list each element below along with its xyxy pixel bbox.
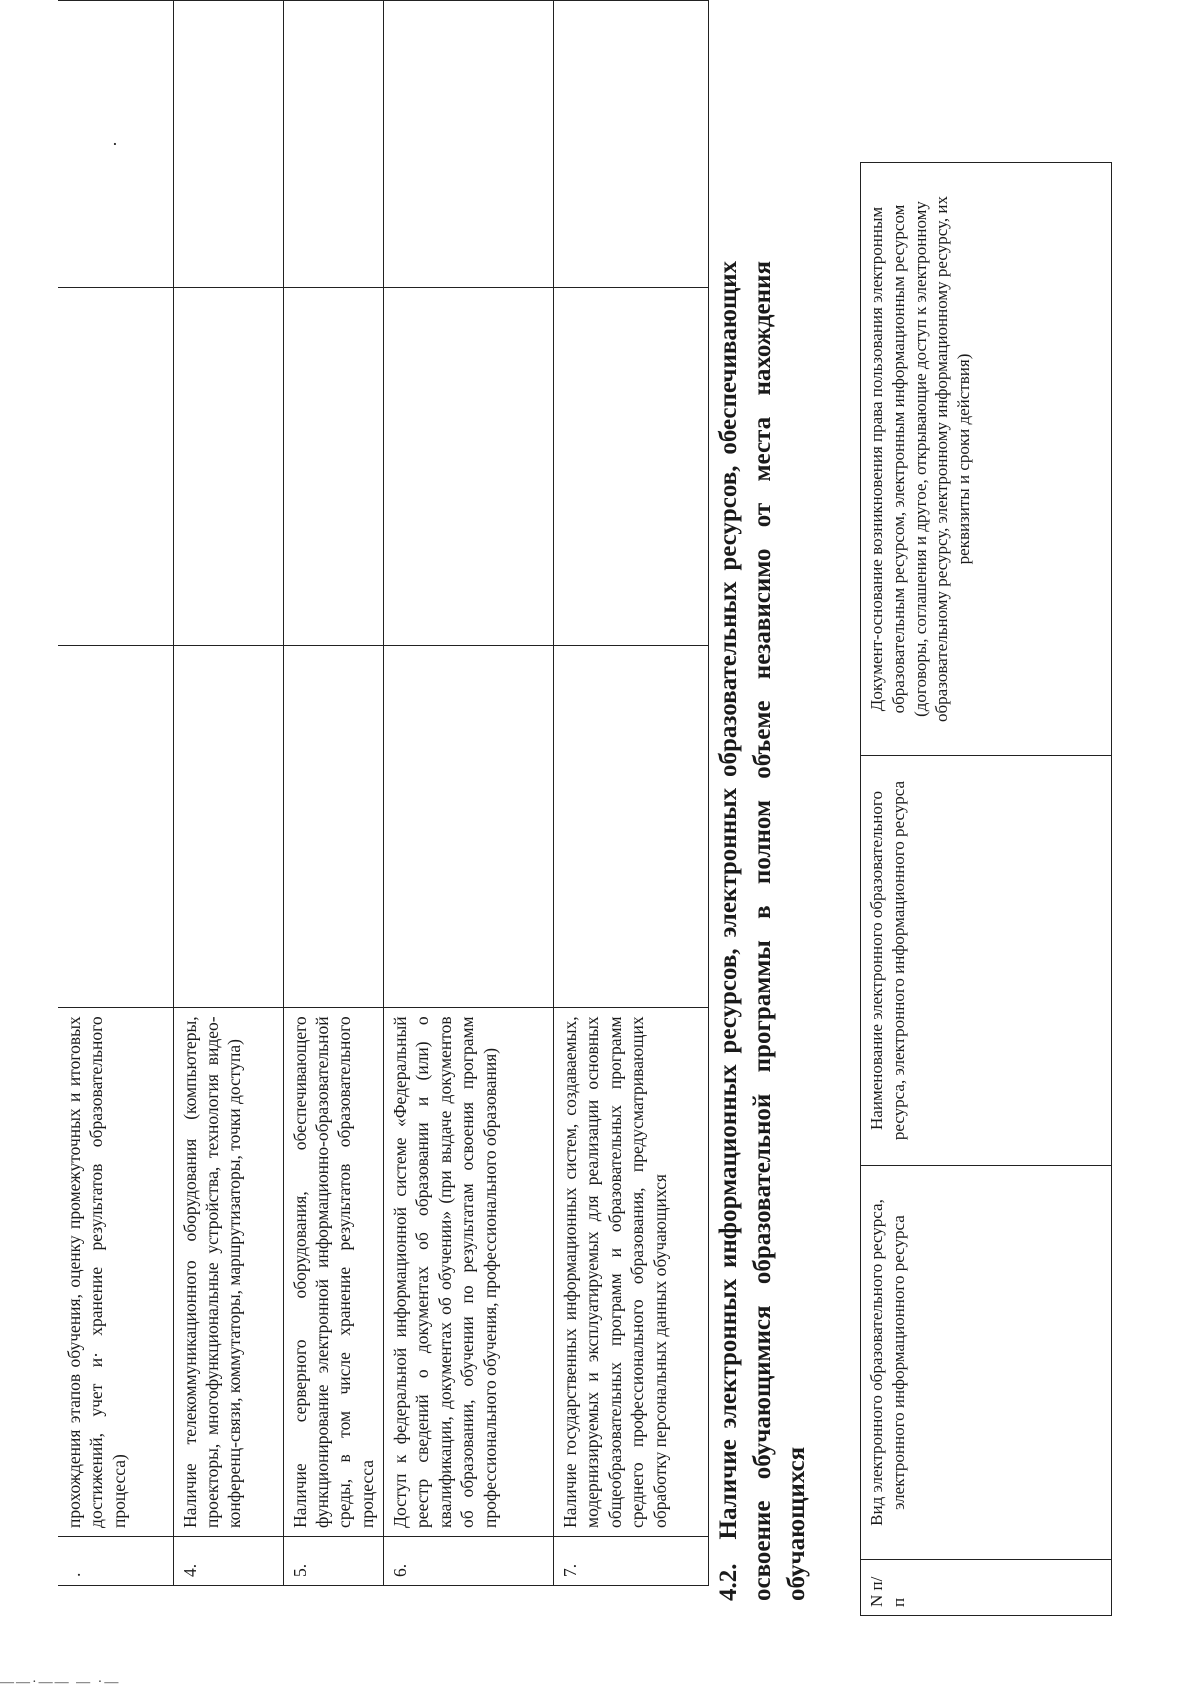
row-description: прохождения этапов обучения, оценку промежуточных и итоговых достижений, учет и· хранение результатов образовательного процесса) — [58, 1008, 173, 1537]
table-row — [554, 1, 709, 1586]
row-empty-cell: · — [58, 1, 173, 288]
row-empty-cell — [283, 1, 384, 288]
header-cell-resource-type: Вид электронного образовательного ресурса, электронного информационного ресурса — [861, 1166, 1112, 1560]
header-cell-basis-document: Документ-основание возникновения права пользования электронным образовательным ресурсом, электронным информационным ресурсом (договоры, соглашения и другое, открывающие доступ к электронному образовательному ресурсу, электронному информационному ресурсу, их реквизиты и сроки действия) — [861, 163, 1112, 756]
row-empty-cell — [384, 1, 554, 288]
table-row — [384, 1, 554, 1586]
facilities-table — [58, 0, 709, 1586]
row-empty-cell — [384, 287, 554, 645]
row-empty-cell — [384, 645, 554, 1008]
row-empty-cell — [283, 645, 384, 1008]
table-row — [283, 1, 384, 1586]
section-number: 4.2. — [715, 1563, 742, 1601]
row-empty-cell — [173, 645, 283, 1008]
row-description: Доступ к федеральной информационной системе «Федеральный реестр сведений о документах об образовании и (или) о квалификации, документах об обучении» (при выдаче документов об образовании, обучении по результатам освоения программ профессионального обучения, профессионального образования) — [384, 1008, 554, 1537]
header-cell-resource-name: Наименование электронного образовательного ресурса, электронного информационного ресурса — [861, 756, 1112, 1166]
row-empty-cell — [58, 287, 173, 645]
row-empty-cell — [173, 287, 283, 645]
row-description: Наличие государственных информационных систем, создаваемых, модернизируемых и эксплуатируемых для реализации основных общеобразовательных программ и образовательных программ среднего профессионального образования, предусматривающих обработку персональных данных обучающихся — [554, 1008, 709, 1537]
row-empty-cell — [554, 1, 709, 288]
row-empty-cell — [554, 287, 709, 645]
header-cell-number: N п/п — [861, 1560, 1112, 1616]
section-title: Наличие электронных информационных ресурсов, электронных образовательных ресурсов, обеспечивающих освоение обучающимися образовательной программы в полном объеме независимо от места нахождения обучающихся — [715, 261, 810, 1601]
row-number: 5. — [283, 1536, 384, 1585]
row-description: Наличие серверного оборудования, обеспечивающего функционирование электронной информационно-образовательной среды, в том числе хранение результатов образовательного процесса — [283, 1008, 384, 1537]
section-heading — [712, 261, 814, 1601]
row-empty-cell — [58, 645, 173, 1008]
electronic-resources-table — [860, 162, 1112, 1616]
row-empty-cell — [554, 645, 709, 1008]
row-number: 6. — [384, 1536, 554, 1585]
row-number: 4. — [173, 1536, 283, 1585]
row-empty-cell — [173, 1, 283, 288]
table-row — [58, 1, 173, 1586]
scan-margin-marks: ——·—— — ·— — [0, 1675, 121, 1690]
row-number: 7. — [554, 1536, 709, 1585]
row-empty-cell — [283, 287, 384, 645]
row-description: Наличие телекоммуникационного оборудования (компьютеры, проекторы, многофункциональные устройства, технология видео-конференц-связи, коммутаторы, маршрутизаторы, точки доступа) — [173, 1008, 283, 1537]
row-number: . — [58, 1536, 173, 1585]
table-row — [173, 1, 283, 1586]
header-row — [861, 163, 1112, 1616]
